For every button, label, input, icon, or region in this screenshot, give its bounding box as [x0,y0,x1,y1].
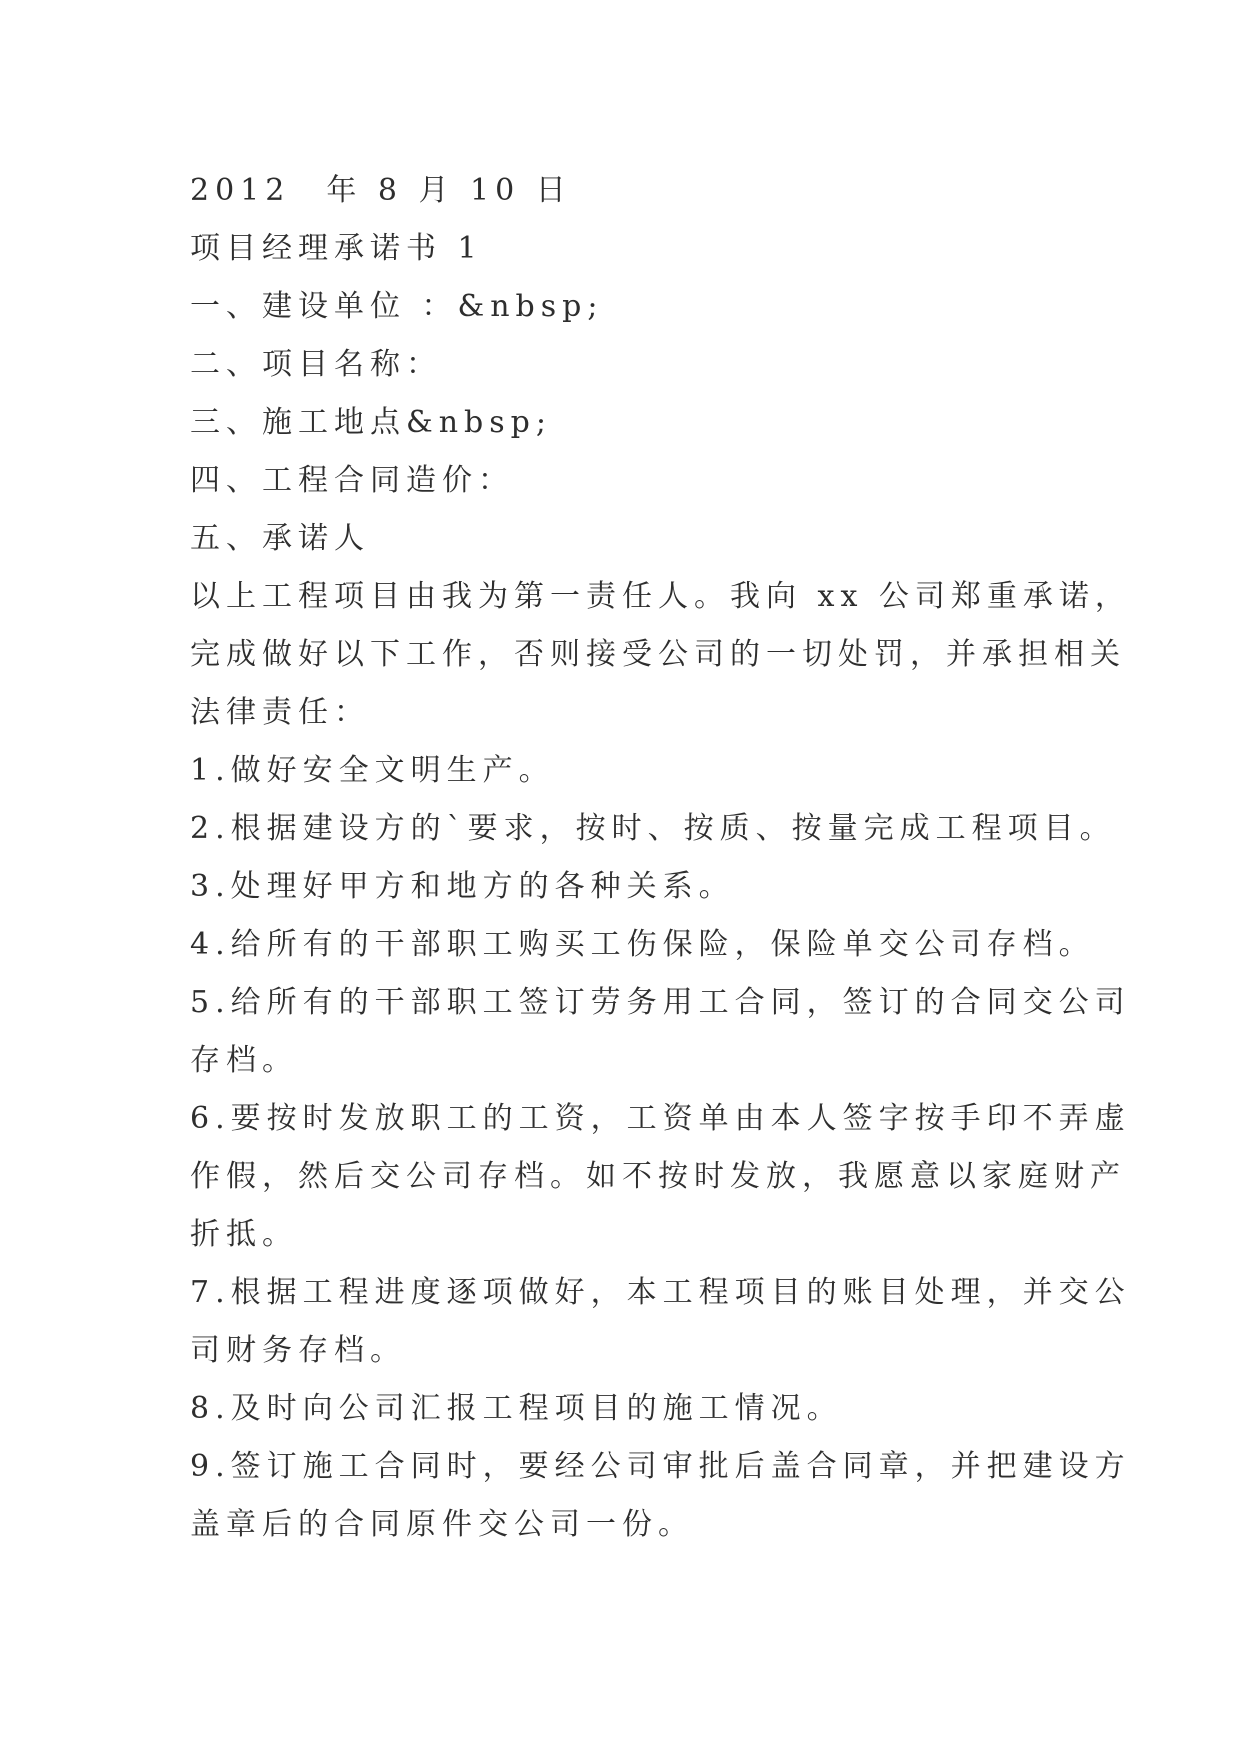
list-item-2: 2.根据建设方的`要求，按时、按质、按量完成工程项目。 [190,811,1116,846]
intro-line: 以上工程项目由我为第一责任人。我向 xx 公司郑重承诺， [190,579,1131,614]
document-body [190,162,1131,1554]
list-item-7: 7.根据工程进度逐项做好，本工程项目的账目处理，并交公 [190,1275,1131,1310]
intro-line: 完成做好以下工作，否则接受公司的一切处罚，并承担相关 [190,637,1126,672]
field-promisor: 五、承诺人 [190,521,370,556]
list-item-9: 9.签订施工合同时，要经公司审批后盖合同章，并把建设方 [190,1449,1131,1484]
list-item-5-cont: 存档。 [190,1043,298,1078]
list-item-7-cont: 司财务存档。 [190,1333,406,1368]
intro-line: 法律责任： [190,695,370,730]
list-item-3: 3.处理好甲方和地方的各种关系。 [190,869,735,904]
field-construction-site: 三、施工地点&nbsp; [190,405,552,440]
document-title: 项目经理承诺书 1 [190,231,483,266]
list-item-6-cont: 作假，然后交公司存档。如不按时发放，我愿意以家庭财产 [190,1159,1126,1194]
list-item-5: 5.给所有的干部职工签订劳务用工合同，签订的合同交公司 [190,985,1131,1020]
list-item-6: 6.要按时发放职工的工资，工资单由本人签字按手印不弄虚 [190,1101,1131,1136]
list-item-1: 1.做好安全文明生产。 [190,753,555,788]
list-item-4: 4.给所有的干部职工购买工伤保险，保险单交公司存档。 [190,927,1095,962]
date-line: 2012 年 8 月 10 日 [190,173,572,208]
list-item-9-cont: 盖章后的合同原件交公司一份。 [190,1507,694,1542]
field-construction-unit: 一、建设单位 ：&nbsp; [190,289,604,324]
list-item-6-cont: 折抵。 [190,1217,298,1252]
field-project-name: 二、项目名称： [190,347,442,382]
field-contract-price: 四、工程合同造价： [190,463,514,498]
list-item-8: 8.及时向公司汇报工程项目的施工情况。 [190,1391,843,1426]
